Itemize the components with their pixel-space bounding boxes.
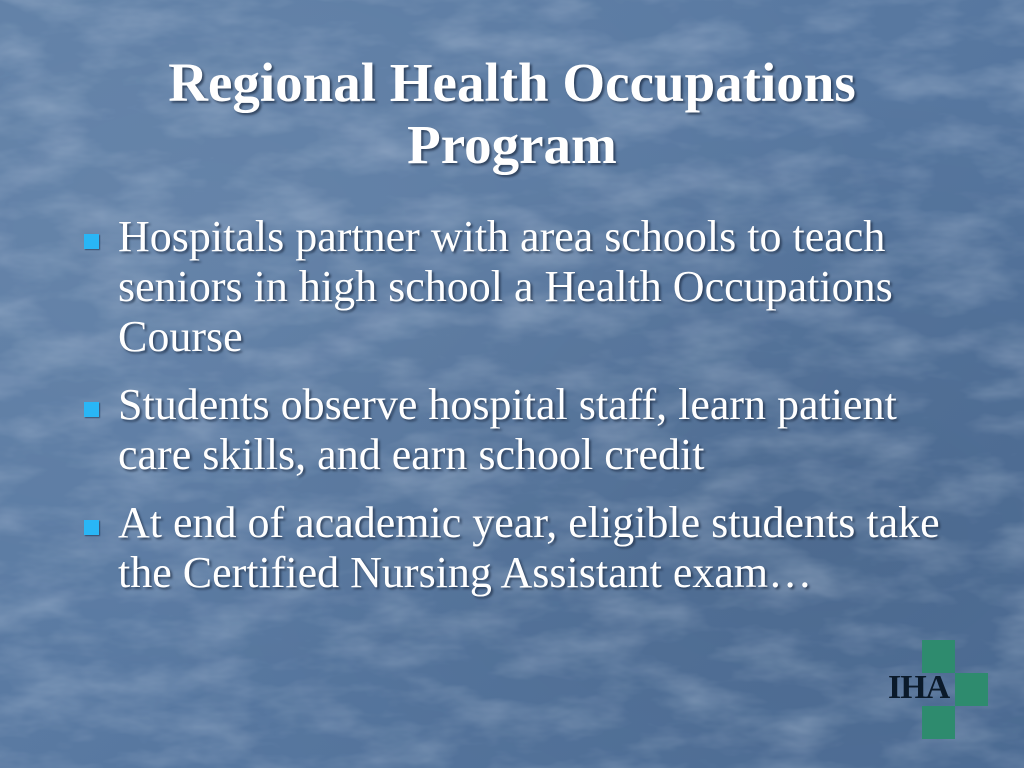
bullet-text: At end of academic year, eligible students take the Certified Nursing Assistant exam… xyxy=(118,498,940,597)
bullet-text: Students observe hospital staff, learn patient care skills, and earn school credit xyxy=(118,380,897,479)
bullet-item xyxy=(80,498,940,598)
bullet-item xyxy=(80,212,940,362)
square-bullet-icon xyxy=(84,520,99,535)
logo-text: IHA xyxy=(888,669,950,706)
square-bullet-icon xyxy=(84,234,99,249)
bullet-text: Hospitals partner with area schools to teach seniors in high school a Health Occupations Course xyxy=(118,212,893,361)
square-bullet-icon xyxy=(84,402,99,417)
bullet-list xyxy=(80,212,940,616)
slide-title: Regional Health Occupations Program xyxy=(168,52,856,175)
bullet-item xyxy=(80,380,940,480)
